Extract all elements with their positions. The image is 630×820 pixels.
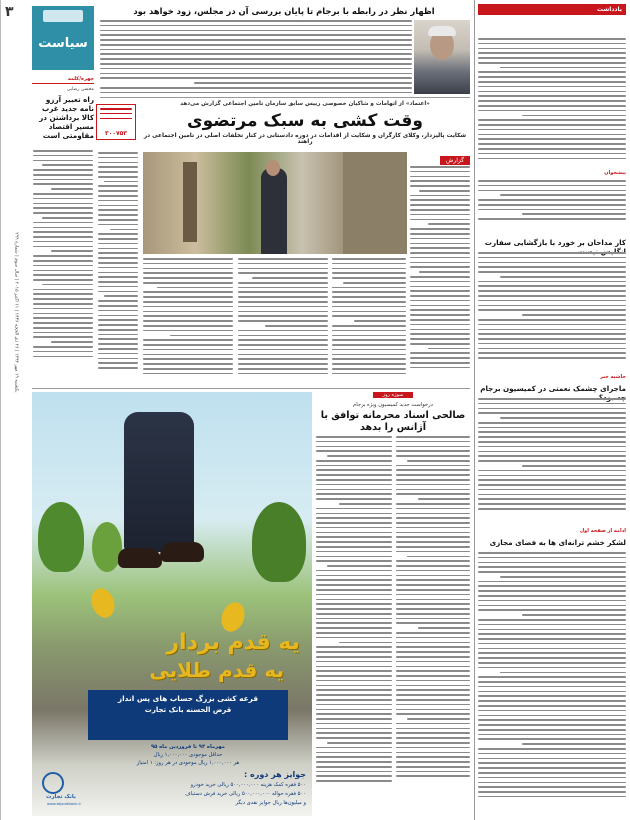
right-column [478, 4, 626, 816]
main-body-col1 [410, 166, 470, 384]
ad-prize-2: ۵۰۰ فقره حواله ۵۰۰,۰۰۰,۰۰۰ ریالی خرید فرش دستباف [185, 791, 306, 797]
bank-website: www.tejaratbank.ir [47, 802, 81, 806]
middle-headline: صالحی اسناد محرمانه توافق با آژانس را بدهد [320, 410, 466, 433]
middle-body-col1 [396, 436, 470, 816]
right-briefs [478, 180, 626, 226]
main-story-subheadline: شکایت پالیزدار، وکلای کارگران و شکایت از اقدامات در دوره دادستانی در کنار تخلفات اصلی در تامین اجتماعی در راهند [143, 133, 467, 145]
main-story-headline: وقت کشی به سبک مرتضوی [187, 111, 423, 131]
ad-info-box [88, 690, 288, 740]
section-header [32, 6, 94, 70]
bank-logo-icon [42, 772, 64, 794]
middle-kicker: درخواست جدید کمیسیون ویژه برجام [353, 402, 433, 408]
story3-label: ادامه از صفحه اول [579, 528, 626, 534]
ad-slogan-2: یه قدم طلایی [149, 658, 284, 682]
right-col-text-1 [478, 38, 626, 170]
ad-min-balance: حداقل موجودی ۱,۰۰۰,۰۰۰ ریال [153, 752, 223, 758]
ad-title: قرعه کشی بزرگ حساب های پس انداز [117, 694, 259, 703]
main-body-col4 [143, 258, 233, 384]
left-headline: راه تعبیر آرزو نامه جدید غرب کالا برداشتن در مسیر اقتصاد مقاومتی است [39, 95, 94, 140]
section-logo [43, 10, 83, 22]
brief-title: پیشخوان [604, 170, 626, 176]
top-story-headline: اظهار نظر در رابطه با برجام تا پایان بررسی آن در مجلس، زود خواهد بود [133, 6, 435, 16]
ad-prize-1: ۵۰۰ فقره کمک هزینه ۵۰۰,۰۰۰,۰۰۰ ریالی خرید خودرو [190, 782, 306, 788]
story1-headline: کار مداحان بر خورد با بازگشایی سفارت [484, 238, 626, 247]
main-body-col3 [238, 258, 328, 384]
left-author: محسن رضایی [66, 87, 94, 92]
bank-ad[interactable] [32, 392, 312, 816]
middle-story [316, 392, 470, 434]
ad-subtitle: قرض الحسنه بانک تجارت [144, 706, 232, 714]
story2-headline: ماجرای چشمک نعمتی در کمیسیون برجام [480, 384, 626, 393]
right-header: یادداشت [478, 4, 626, 15]
ad-per-points: هر ۱,۰۰۰,۰۰۰ ریال موجودی در هر روز: ۱ امتیاز [136, 760, 240, 766]
red-stamp [96, 104, 136, 140]
story2-label: حاشیه خبر [600, 374, 626, 380]
main-story-photo [143, 152, 407, 254]
issue-line: یکشنبه ۱۹ مهر ۱۳۹۴ | ۲۶ ذی الحجه ۱۴۳۶ | ۱۱ اکتبر ۲۰۱۵ | سال سوم | شماره ۲۹۹ [13, 232, 19, 393]
stamp-number: ۳۰۰۷۵۳ [105, 130, 127, 137]
left-column [32, 76, 94, 140]
report-label: گزارش [440, 156, 470, 165]
main-body-col2 [332, 258, 406, 384]
middle-body-col2 [316, 436, 392, 816]
top-story-body [100, 20, 412, 94]
section-title: سیاست [38, 36, 88, 51]
ad-prize-3: و میلیون‌ها ریال جوایز نقدی دیگر [235, 800, 306, 806]
story3-headline: لشکر خشم ترانه‌ای ها به فضای مجازی [489, 538, 626, 547]
walking-legs [124, 412, 194, 552]
ad-slogan-1: یه قدم بردار [166, 630, 300, 655]
middle-label: سوژه روز [373, 392, 413, 398]
main-story-kicker: «اعتماد» از اتهامات و شاکیان خصوصی رییس سابق سازمان تامین اجتماعی گزارش می‌دهد [180, 101, 430, 107]
gold-footprint-icon [88, 585, 119, 621]
story3-body [478, 552, 626, 814]
bank-name: بانک تجارت [46, 794, 76, 800]
ad-prizes-title: جوایز هر دوره : [244, 770, 306, 779]
main-body-col5 [98, 152, 138, 384]
interview-photo [414, 20, 470, 94]
section-strip [0, 0, 31, 820]
left-label: چهره/کلمه [32, 76, 94, 84]
story1-body [478, 252, 626, 370]
ad-dates: مهرماه ۹۴ تا فروردین ماه ۹۵ [150, 744, 226, 750]
page-number: ۳ [5, 4, 14, 20]
story2-body [478, 398, 626, 522]
left-body-text [33, 150, 93, 378]
